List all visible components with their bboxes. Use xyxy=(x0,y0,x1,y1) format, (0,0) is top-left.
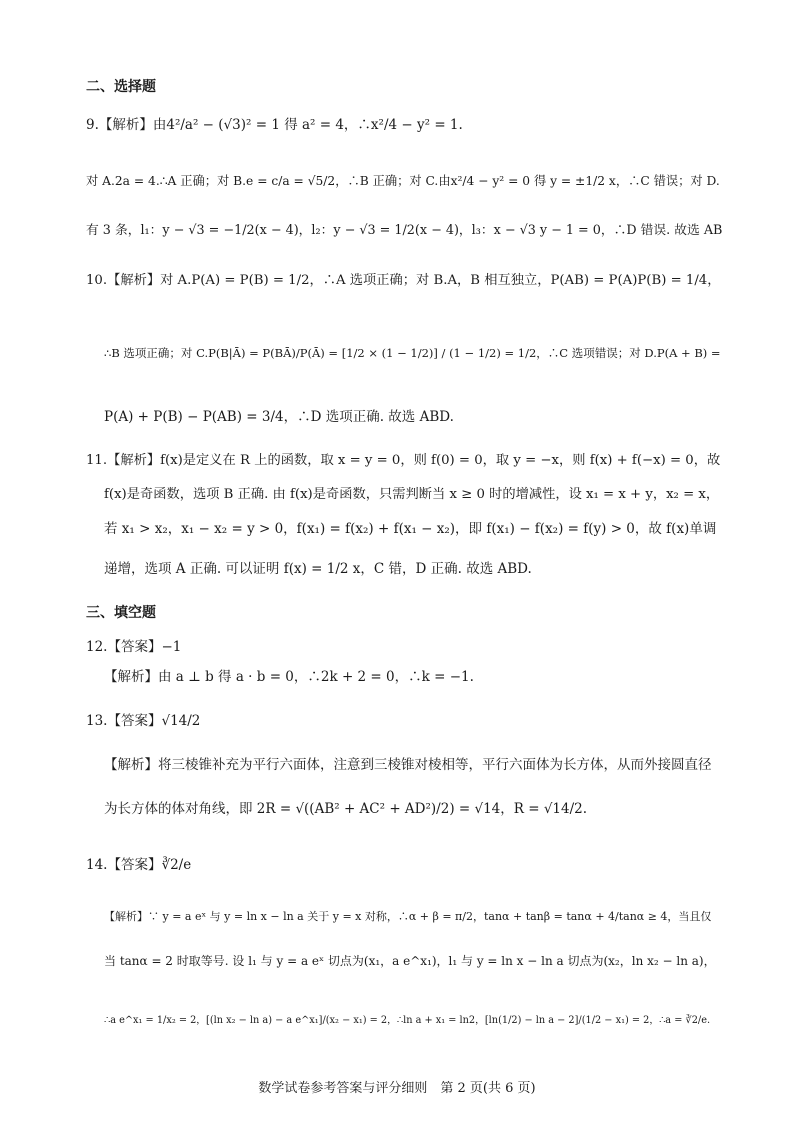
q13-solution-1: 【解析】将三棱锥补充为平行六面体，注意到三棱锥对棱相等，平行六面体为长方体，从而外接圆直径 xyxy=(104,757,712,773)
section-heading-choice: 二、选择题 xyxy=(86,79,156,95)
q11-line-1: 11.【解析】f(x)是定义在 R 上的函数，取 x = y = 0，则 f(0) = 0，取 y = −x，则 f(x) + f(−x) = 0，故 xyxy=(86,453,721,468)
q9-line-2: 对 A.2a = 4.∴A 正确；对 B.e = c/a = √5/2，∴B 正确；对 C.由x²/4 − y² = 0 得 y = ±1/2 x，∴C 错误；对 D. xyxy=(86,174,720,188)
section-heading-fill: 三、填空题 xyxy=(86,605,156,621)
q12-answer: 12.【答案】−1 xyxy=(86,639,182,655)
q14-solution-2: 当 tanα = 2 时取等号. 设 l₁ 与 y = a eˣ 切点为(x₁，a e^x₁)，l₁ 与 y = ln x − ln a 切点为(x₂，ln x₂ − ln a)， xyxy=(104,954,716,968)
q9-line-3: 有 3 条，l₁：y − √3 = −1/2(x − 4)，l₂：y − √3 = 1/2(x − 4)，l₃：x − √3 y − 1 = 0，∴D 错误. 故选 AB xyxy=(86,223,723,238)
q14-solution-1: 【解析】∵ y = a eˣ 与 y = ln x − ln a 关于 y = x 对称，∴α + β = π/2，tanα + tanβ = tanα + 4/tanα ≥ 4，当且仅 xyxy=(104,910,712,923)
q12-solution: 【解析】由 a ⊥ b 得 a · b = 0，∴2k + 2 = 0，∴k = −1. xyxy=(104,669,474,685)
q14-solution-3: ∴a e^x₁ = 1/x₂ = 2，[(ln x₂ − ln a) − a e^x₁]/(x₂ − x₁) = 2，∴ln a + x₁ = ln2，[ln(1/2) − ln a − 2]/(1/2 − x₁) = 2，∴a = ∛2/e. xyxy=(104,1015,711,1026)
q13-answer: 13.【答案】√14/2 xyxy=(86,713,201,729)
page-footer: 数学试卷参考答案与评分细则 第 2 页(共 6 页) xyxy=(258,1081,536,1096)
q10-line-2: ∴B 选项正确；对 C.P(B|Ā) = P(BĀ)/P(Ā) = [1/2 × (1 − 1/2)] / (1 − 1/2) = 1/2，∴C 选项错误；对 D.P(A + B) = xyxy=(104,346,721,360)
q10-line-1: 10.【解析】对 A.P(A) = P(B) = 1/2，∴A 选项正确；对 B.A，B 相互独立，P(AB) = P(A)P(B) = 1/4， xyxy=(86,273,721,288)
q11-line-3: 若 x₁ > x₂，x₁ − x₂ = y > 0，f(x₁) = f(x₂) + f(x₁ − x₂)，即 f(x₁) − f(x₂) = f(y) > 0，故 f(x)单调 xyxy=(104,521,717,537)
q13-solution-2: 为长方体的体对角线，即 2R = √((AB² + AC² + AD²)/2) = √14，R = √14/2. xyxy=(104,801,588,817)
q9-line-1: 9.【解析】由4²/a² − (√3)² = 1 得 a² = 4，∴x²/4 − y² = 1. xyxy=(86,117,463,133)
q11-line-2: f(x)是奇函数，选项 B 正确. 由 f(x)是奇函数，只需判断当 x ≥ 0 时的增减性，设 x₁ = x + y，x₂ = x， xyxy=(104,487,720,502)
q14-answer: 14.【答案】∛2/e xyxy=(86,857,192,873)
q10-line-3: P(A) + P(B) − P(AB) = 3/4，∴D 选项正确. 故选 ABD. xyxy=(104,409,454,425)
q11-line-4: 递增，选项 A 正确. 可以证明 f(x) = 1/2 x，C 错，D 正确. 故选 ABD. xyxy=(104,561,532,577)
